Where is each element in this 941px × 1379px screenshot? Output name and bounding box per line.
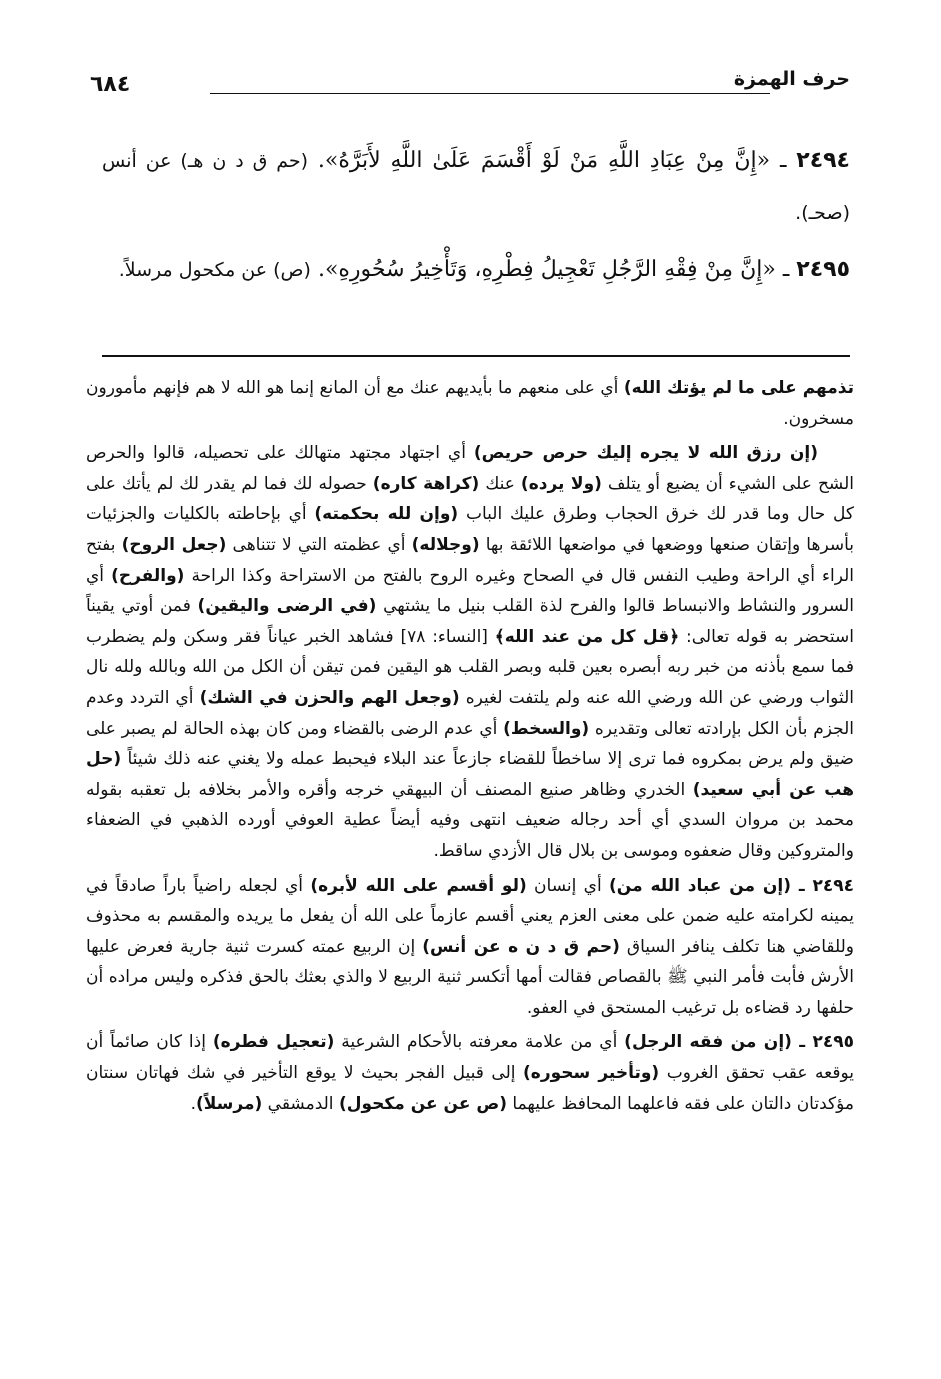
commentary-text: [النساء: ٧٨] فشاهد الخبر عياناً فقر وسكن ولم يضطرب فما سمع بأذنه من خبر ربه أبصره بعين قلبه وبصر القلب هو اليقين فمن تيقن أن الكل من الله وبالله ولله نال الثواب ورضي عن الله ورضي الله عنه ولم يلتفت لغيره <box>86 626 854 708</box>
hadith-entry-2495 <box>102 244 850 296</box>
commentary-text: أي إنسان <box>526 875 610 896</box>
commentary-bold: (كراهة كاره) <box>372 473 480 494</box>
hadith-source: (ص) عن مكحول مرسلاً. <box>118 259 311 281</box>
hadith-dash: ـ <box>779 148 787 173</box>
quran-quote: ﴿قل كل من عند الله﴾ <box>494 626 680 647</box>
commentary-paragraph <box>86 438 854 866</box>
commentary-text: الدمشقي <box>262 1093 339 1114</box>
hadith-entry-2494 <box>102 135 850 239</box>
commentary-paragraph <box>86 1027 854 1119</box>
commentary-bold: (وتأخير سحوره) <box>523 1063 660 1084</box>
hadith-number: ٢٤٩٤ <box>796 148 850 173</box>
commentary-bold: (حل هب عن أبي سعيد) <box>86 749 854 800</box>
commentary-bold: (إن من فقه الرجل) <box>624 1032 800 1053</box>
hadith-text: «إِنَّ مِنْ عِبَادِ اللَّهِ مَنْ لَوْ أَقْسَمَ عَلَىٰ اللَّهِ لأَبَرَّهُ». <box>317 148 771 173</box>
commentary-text: أي التردد وعدم الجزم بأن الكل بإرادته تعالى وتقديره <box>86 687 854 739</box>
commentary-paragraph <box>86 373 854 434</box>
hadith-dash: ـ <box>782 257 790 282</box>
hadith-text: «إِنَّ مِنْ فِقْهِ الرَّجُلِ تَعْجِيلُ فِطْرِهِ، وَتَأْخِيرُ سُحُورِهِ». <box>317 257 776 282</box>
running-head <box>90 68 850 102</box>
commentary-bold: (مرسلاً) <box>195 1093 263 1114</box>
commentary-bold: (في الرضى واليقين) <box>197 596 377 617</box>
commentary-text: أي من علامة معرفته بالأحكام الشرعية <box>334 1032 625 1053</box>
commentary-text: أي عدم الرضى بالقضاء ومن كان بهذه الحالة لم يصبر على ضيق ولم يرض بمكروه فما ترى إلا ساخطاً للقضاء جازعاً عند البلاء فيحبط عمله ولا يغني عنه ذلك شيئاً <box>86 718 854 770</box>
commentary-text: أي على منعهم ما بأيديهم عنك مع أن المانع إنما هو الله لا هم فإنهم مأمورون مسخرون. <box>86 378 854 429</box>
commentary-bold: (والسخط) <box>503 718 590 739</box>
hadith-number: ٢٤٩٥ <box>796 257 850 282</box>
commentary-bold: (ص عن عن مكحول) <box>338 1093 507 1114</box>
commentary-text: أي بإحاطته بالكليات والجزئيات بأسرها وإتقان صنعها ووضعها في مواضعها اللائقة بها <box>86 504 854 555</box>
commentary-text: . <box>190 1093 196 1114</box>
chapter-title: حرف الهمزة <box>733 68 850 90</box>
commentary-bold: (لو أقسم على الله لأبره) <box>310 875 527 896</box>
commentary-bold: (وإن لله بحكمته) <box>314 504 459 525</box>
commentary-bold: (إن من عباد الله من) <box>609 875 799 896</box>
commentary-text: أي اجتهاد مجتهد متهالك على تحصيله، قالوا والحرص الشح على الشيء أن يضيع أو يتلف <box>86 443 854 494</box>
hadith-text-block <box>102 135 850 301</box>
commentary-paragraph <box>86 871 854 1024</box>
commentary-bold: (تعجيل فطره) <box>212 1032 335 1053</box>
commentary-bold: تذمهم على ما لم يؤتك الله) <box>623 378 854 398</box>
commentary-text: بفتح الراء أي الراحة وطيب النفس قال في الصحاح وغيره الروح بالفتح من الاستراحة وكذا الراحة <box>86 534 854 586</box>
commentary-text: الخدري وظاهر صنيع المصنف أن البيهقي خرجه وأقره والأمر بخلافه بل تعقبه بقوله محمد بن مروان السدي أي أحد رجاله ضعيف انتهى وفيه أيضاً عطية العوفي أورده الذهبي في الضعفاء والمتروكين وقال ضعفوه وموسى بن بلال قال الأزدي ساقط. <box>86 779 854 861</box>
commentary-bold: (والفرح) <box>111 565 185 586</box>
commentary-bold: (ولا يرده) <box>520 473 602 494</box>
section-divider <box>102 355 850 357</box>
commentary-bold: (إن رزق الله لا يجره إليك حرص حريص) <box>473 443 818 464</box>
commentary-text: إلى قبيل الفجر بحيث لا يوقع التأخير في شك فهاتان سنتان مؤكدتان دالتان على فقه فاعلهما المحافظ عليهما <box>86 1063 854 1114</box>
page-number: ٦٨٤ <box>90 72 131 97</box>
commentary-text: إذا كان صائماً أن يوقعه عقب تحقق الغروب <box>86 1032 854 1084</box>
commentary-bold: (جعل الروح) <box>121 534 227 555</box>
commentary-number: ٢٤٩٤ ـ <box>798 875 854 896</box>
commentary-text: عنك <box>479 473 521 494</box>
commentary-block <box>86 373 854 1123</box>
commentary-number: ٢٤٩٥ ـ <box>799 1032 855 1053</box>
commentary-text: حصوله لك فما لم يقدر لك لم يأتك على كل حال وما قدر لك خرق الحجاب وطرق عليك الباب <box>86 473 854 525</box>
commentary-text: فمن أوتي يقيناً استحضر به قوله تعالى: <box>86 596 855 647</box>
commentary-bold: (حم ق د ن ه عن أنس) <box>422 936 620 957</box>
commentary-text: إن الربيع عمته كسرت ثنية جارية فعرض عليها الأرش فأبت فأمر النبي ﷺ بالقصاص فقالت أمها أتكسر ثنية الربيع لا والذي بعثك بالحق فذكره وليس مراده أن حلفها رد قضاءه بل ترغيب المستحق في العفو. <box>86 936 854 1018</box>
commentary-text: أي السرور والنشاط والانبساط قالوا والفرح لذة القلب بنيل ما يشتهي <box>86 565 854 617</box>
commentary-text: أي عظمته التي لا تتناهى <box>226 534 412 555</box>
commentary-bold: (وجلاله) <box>411 534 480 555</box>
hadith-source: (حم ق د ن هـ) عن أنس (صحـ). <box>102 150 850 224</box>
header-rule <box>210 93 770 94</box>
commentary-text: أي لجعله راضياً باراً صادقاً في يمينه لكرامته عليه ضمن على معنى العزم يعني أقسم عازماً على الله أن يفعل ما يريده والمقسم به محذوف وللقاضي هنا تكلف ينافر السياق <box>86 875 855 957</box>
commentary-bold: (وجعل الهم والحزن في الشك) <box>199 687 460 708</box>
